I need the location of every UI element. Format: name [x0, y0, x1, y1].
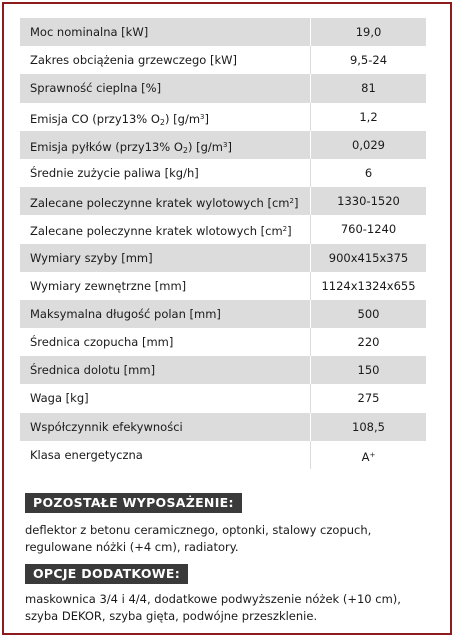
spec-label: Wymiary szyby [mm]	[30, 250, 153, 265]
spec-row	[20, 384, 426, 412]
spec-label: Sprawność cieplna [%]	[30, 81, 162, 96]
spec-row	[20, 441, 426, 469]
spec-label: Współczynnik efekywności	[30, 419, 183, 434]
spec-row	[20, 272, 426, 300]
spec-label: Zalecane poleczynne kratek wylotowych $[cm^2]$	[30, 196, 299, 211]
spec-row	[20, 356, 426, 384]
spec-row	[20, 300, 426, 328]
spec-row	[20, 187, 426, 215]
spec-value: 275	[310, 384, 426, 412]
spec-row	[20, 328, 426, 356]
spec-value: A+	[310, 441, 426, 469]
spec-value: 1124x1324x655	[310, 272, 426, 300]
spec-value: 108,5	[310, 413, 426, 441]
spec-value: 1330-1520	[310, 187, 426, 215]
equipment-text-line: regulowane nóżki (+4 cm), radiatory.	[25, 539, 239, 554]
spec-value: 6	[310, 159, 426, 187]
spec-value: 900x415x375	[310, 244, 426, 272]
spec-label: Średnie zużycie paliwa [kg/h]	[30, 165, 199, 180]
spec-value: 19,0	[310, 18, 426, 46]
spec-row	[20, 103, 426, 131]
options-text-line: maskownica 3/4 i 4/4, dodatkowe podwyższenie nóżek (+10 cm),	[25, 592, 401, 606]
equipment-heading: POZOSTAŁE WYPOSAŻENIE:	[25, 493, 242, 513]
spec-row	[20, 131, 426, 159]
spec-label: Emisja CO (przy13% $O_2$) $[g/m^3]$	[30, 111, 209, 127]
spec-label: Moc nominalna [kW]	[30, 25, 149, 39]
spec-value: 500	[310, 300, 426, 328]
spec-value: 0,029	[310, 131, 426, 159]
spec-value: 760-1240	[310, 215, 426, 243]
spec-label: Zakres obciążenia grzewczego [kW]	[30, 53, 237, 68]
spec-label: Waga [kg]	[30, 391, 89, 406]
spec-row	[20, 46, 426, 74]
spec-value: 81	[310, 74, 426, 102]
spec-table	[20, 18, 426, 469]
spec-label: Emisja pyłków (przy13% $O_2$) $[g/m^3]$	[30, 139, 232, 155]
spec-label: Średnica czopucha [mm]	[30, 335, 174, 350]
spec-label: Zalecane poleczynne kratek wlotowych $[cm^2]$	[30, 224, 292, 239]
spec-row	[20, 18, 426, 46]
spec-value: 220	[310, 328, 426, 356]
spec-row	[20, 413, 426, 441]
spec-row	[20, 215, 426, 243]
spec-row	[20, 74, 426, 102]
options-heading: OPCJE DODATKOWE:	[25, 564, 188, 584]
spec-label: Wymiary zewnętrzne [mm]	[30, 278, 187, 293]
spec-row	[20, 159, 426, 187]
spec-row	[20, 244, 426, 272]
equipment-text	[25, 522, 425, 555]
spec-value: 150	[310, 356, 426, 384]
spec-label: Maksymalna długość polan [mm]	[30, 306, 221, 321]
options-text	[25, 591, 425, 624]
spec-label: Średnica dolotu [mm]	[30, 363, 156, 378]
equipment-text-line: deflektor z betonu ceramicznego, optonki, stalowy czopuch,	[25, 523, 372, 537]
spec-value: 1,2	[310, 103, 426, 131]
spec-label: Klasa energetyczna	[30, 447, 143, 462]
options-text-line: szyba DEKOR, szyba gięta, podwójne przeszklenie.	[25, 608, 318, 623]
spec-value: 9,5-24	[310, 46, 426, 74]
